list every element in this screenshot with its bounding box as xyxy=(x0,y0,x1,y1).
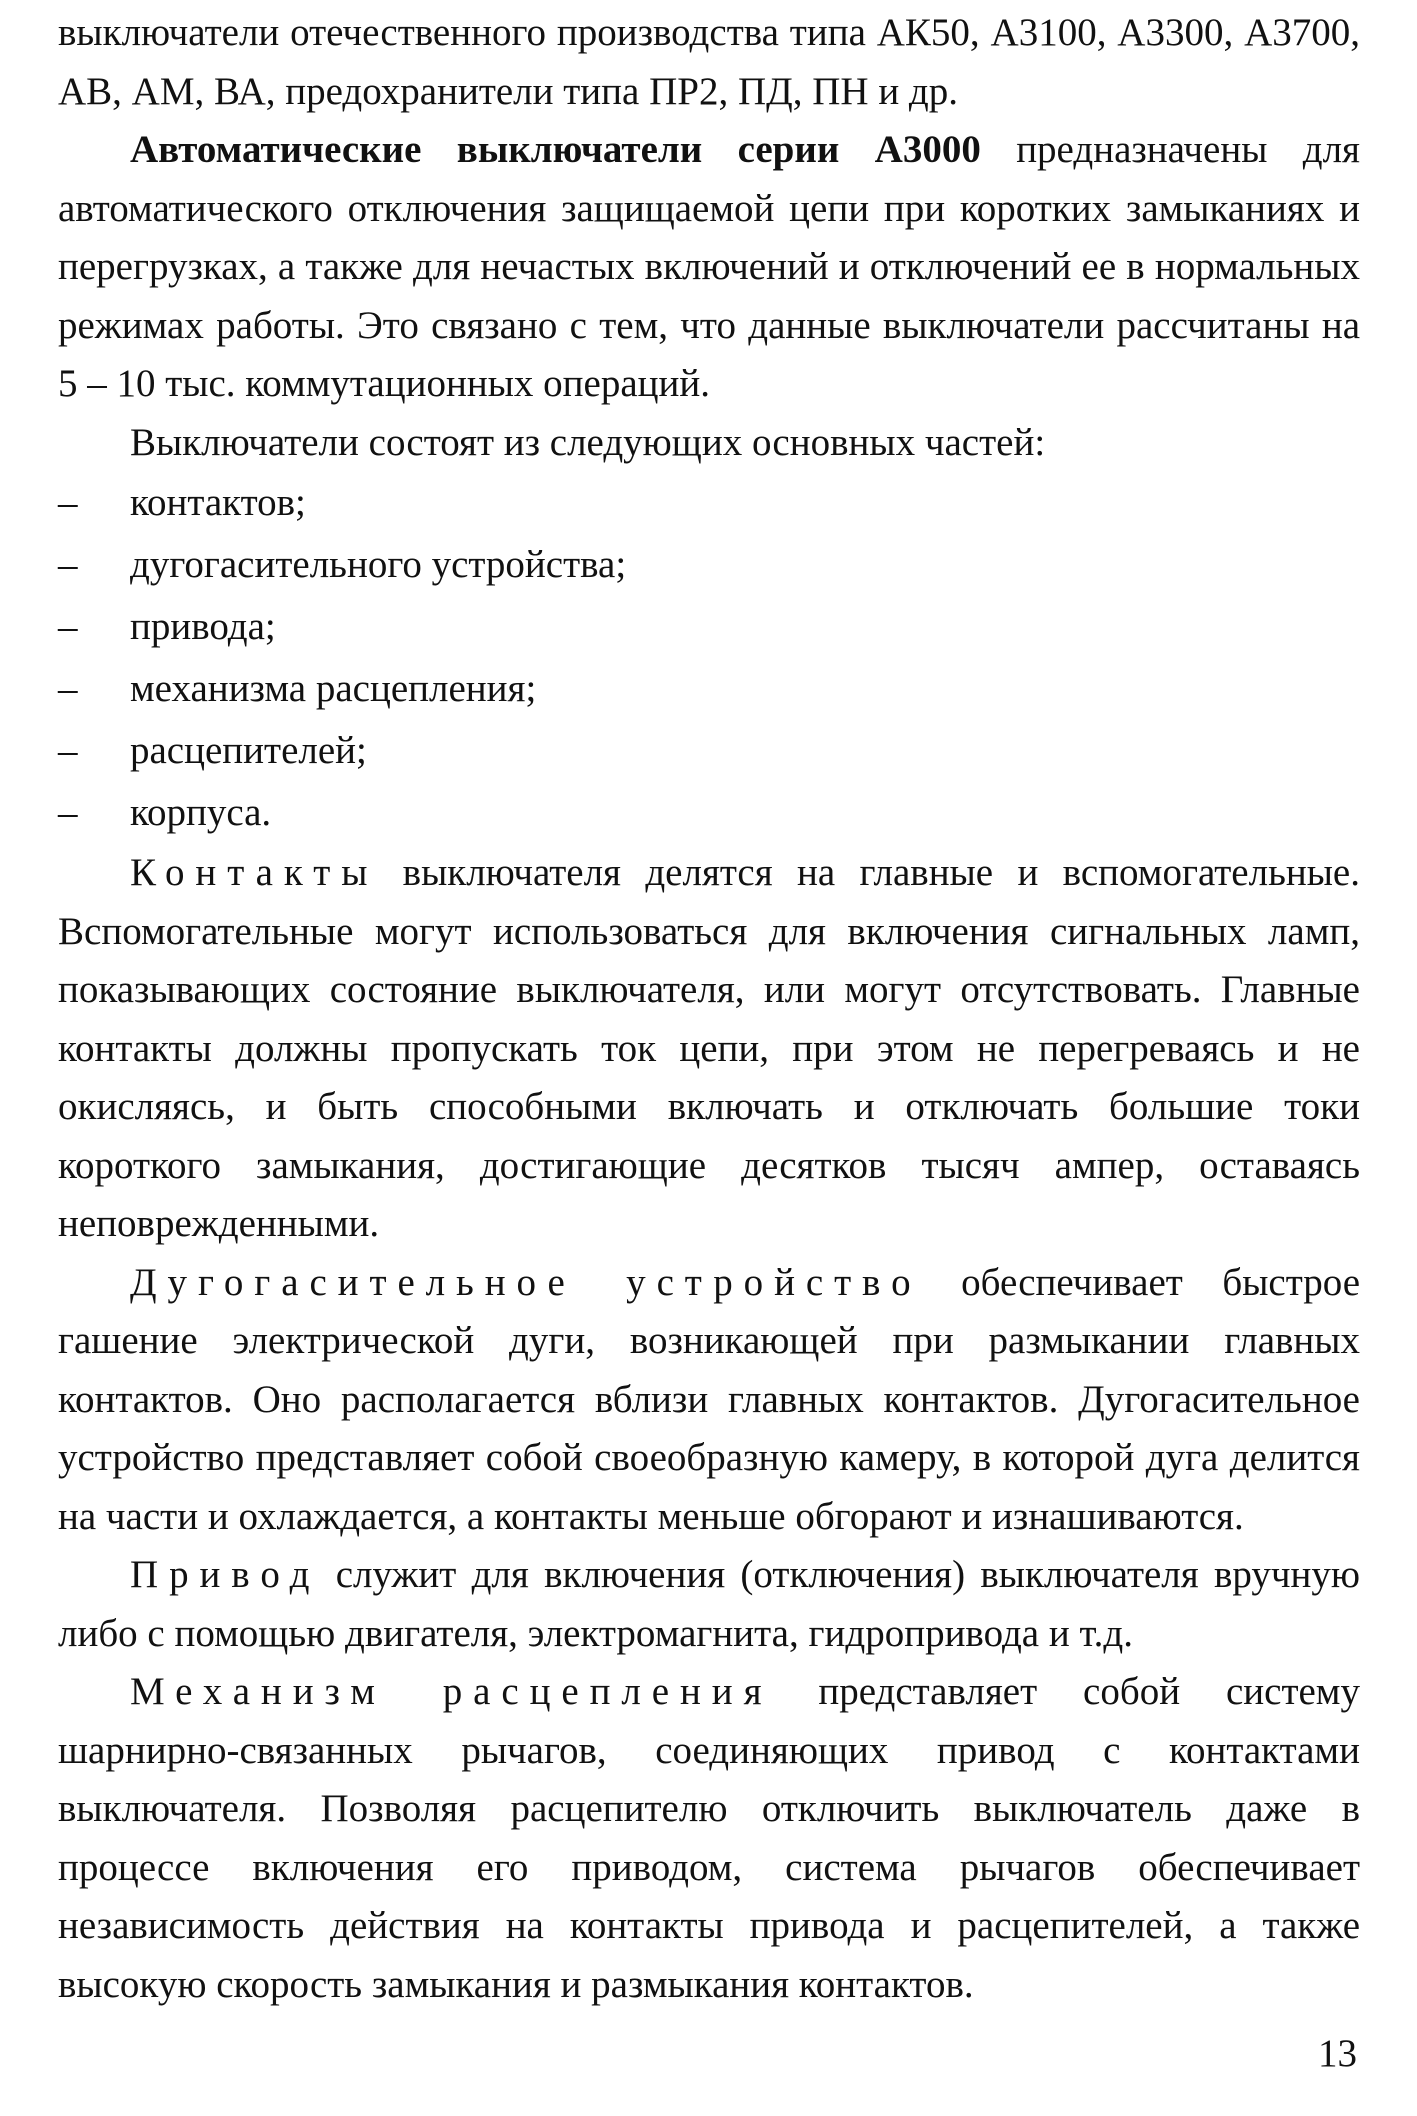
parts-intro: Выключатели состоят из следующих основных частей: xyxy=(130,420,1046,464)
contacts-term: Контакты xyxy=(130,851,379,894)
arc-term: Дугогасительное устройство xyxy=(130,1260,922,1304)
list-dash: – xyxy=(58,667,78,710)
list-item-text: корпуса. xyxy=(130,791,272,834)
list-item xyxy=(58,782,1360,844)
drive-body: служит для включения (отключения) выключателя вручную либо с помощью двигателя, электромагнита, гидропривода и т.д. xyxy=(58,1553,1360,1655)
a3000-paragraph xyxy=(58,121,1360,414)
list-dash: – xyxy=(58,605,78,648)
list-dash: – xyxy=(58,543,78,586)
parts-list xyxy=(58,472,1360,844)
intro-paragraph: выключатели отечественного производства типа АК50, А3100, А3300, А3700, АВ, АМ, ВА, предохранители типа ПР2, ПД, ПН и др. xyxy=(58,11,1360,113)
arc-body: обеспечивает быстрое гашение электрической дуги, возникающей при размыкании главных контактов. Оно располагается вблизи главных контактов. Дугогасительное устройство представляет собой своеобразную камеру, в которой дуга делится на части и охлаждается, а контакты меньше обгорают и изнашиваются. xyxy=(58,1260,1361,1538)
body-text xyxy=(58,4,1360,2014)
list-item-text: механизма расцепления; xyxy=(130,667,537,710)
list-item xyxy=(58,658,1360,720)
mechanism-paragraph xyxy=(58,1663,1360,2014)
list-dash: – xyxy=(58,481,78,524)
list-item xyxy=(58,720,1360,782)
list-item-text: контактов; xyxy=(130,481,306,524)
a3000-lead: Автоматические выключатели серии А3000 xyxy=(130,128,981,171)
page-number: 13 xyxy=(1318,2032,1357,2075)
list-item xyxy=(58,596,1360,658)
mechanism-term: Механизм расцепления xyxy=(130,1670,773,1713)
list-dash: – xyxy=(58,791,78,834)
contacts-paragraph xyxy=(58,844,1360,1254)
list-item xyxy=(58,534,1360,596)
arc-paragraph xyxy=(58,1254,1360,1547)
a3000-body: предназначены для автоматического отключения защищаемой цепи при коротких замыканиях и перегрузках, а также для нечастых включений и отключений ее в нормальных режимах работы. Это связано с тем, что данные выключатели рассчитаны на 5 – 10 тыс. коммутационных операций. xyxy=(58,128,1360,405)
drive-paragraph xyxy=(58,1546,1360,1663)
list-dash: – xyxy=(58,729,78,772)
list-item-text: дугогасительного устройства; xyxy=(130,543,627,586)
list-item-text: расцепителей; xyxy=(130,729,367,772)
list-item-text: привода; xyxy=(130,605,276,648)
list-item xyxy=(58,472,1360,534)
mechanism-body: представляет собой систему шарнирно-связанных рычагов, соединяющих привод с контактами выключателя. Позволяя расцепителю отключить выключатель даже в процессе включения его приводом, система рычагов обеспечивает независимость действия на контакты привода и расцепителей, а также высокую скорость замыкания и размыкания контактов. xyxy=(58,1670,1360,2006)
drive-term: Привод xyxy=(130,1553,321,1596)
contacts-body: выключателя делятся на главные и вспомогательные. Вспомогательные могут использоваться для включения сигнальных ламп, показывающих состояние выключателя, или могут отсутствовать. Главные контакты должны пропускать ток цепи, при этом не перегреваясь и не окисляясь, и быть способными включать и отключать большие токи короткого замыкания, достигающие десятков тысяч ампер, оставаясь неповрежденными. xyxy=(58,851,1360,1245)
